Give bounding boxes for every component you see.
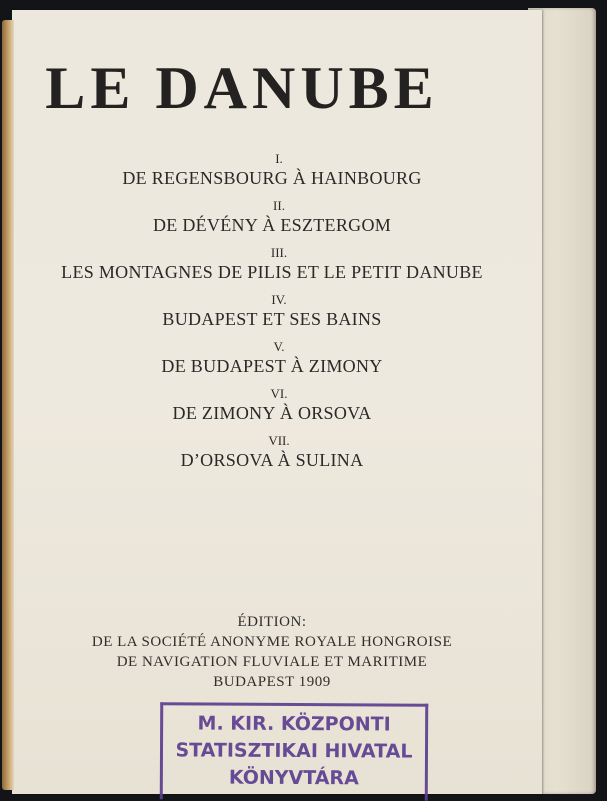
chapter-title-1: DE REGENSBOURG À HAINBOURG [122,168,422,188]
place-date: BUDAPEST 1909 [213,674,331,690]
chapter-title-6: DE ZIMONY À ORSOVA [172,403,372,423]
chapter-numeral-7: VII. [268,433,290,448]
chapter-numeral-2: II. [273,198,285,213]
table-of-contents [12,150,532,479]
publisher-line-1: DE LA SOCIÉTÉ ANONYME ROYALE HONGROISE [91,634,453,650]
stamp-line-2: STATISZTIKAI HIVATAL [175,739,413,763]
chapter-numeral-5: V. [273,339,285,354]
chapter-numeral-1: I. [275,151,283,166]
page-title: LE DANUBE [45,55,439,121]
chapter-title-5: DE BUDAPEST À ZIMONY [161,356,383,376]
chapter-numeral-4: IV. [271,292,287,307]
chapter-title-4: BUDAPEST ET SES BAINS [162,309,382,329]
stamp-line-3: KÖNYVTÁRA [228,766,359,790]
edition-block [12,612,532,692]
chapter-title-7: D’ORSOVA À SULINA [180,450,364,470]
chapter-numeral-6: VI. [270,386,288,401]
edition-label: ÉDITION: [237,614,307,630]
publisher-line-2: DE NAVIGATION FLUVIALE ET MARITIME [116,654,428,670]
chapter-title-3: LES MONTAGNES DE PILIS ET LE PETIT DANUBE [61,262,483,282]
chapter-title-2: DE DÉVÉNY À ESZTERGOM [152,215,392,235]
stamp-line-1: M. KIR. KÖZPONTI [197,712,391,736]
library-stamp [160,702,429,800]
chapter-numeral-3: III. [270,245,288,260]
